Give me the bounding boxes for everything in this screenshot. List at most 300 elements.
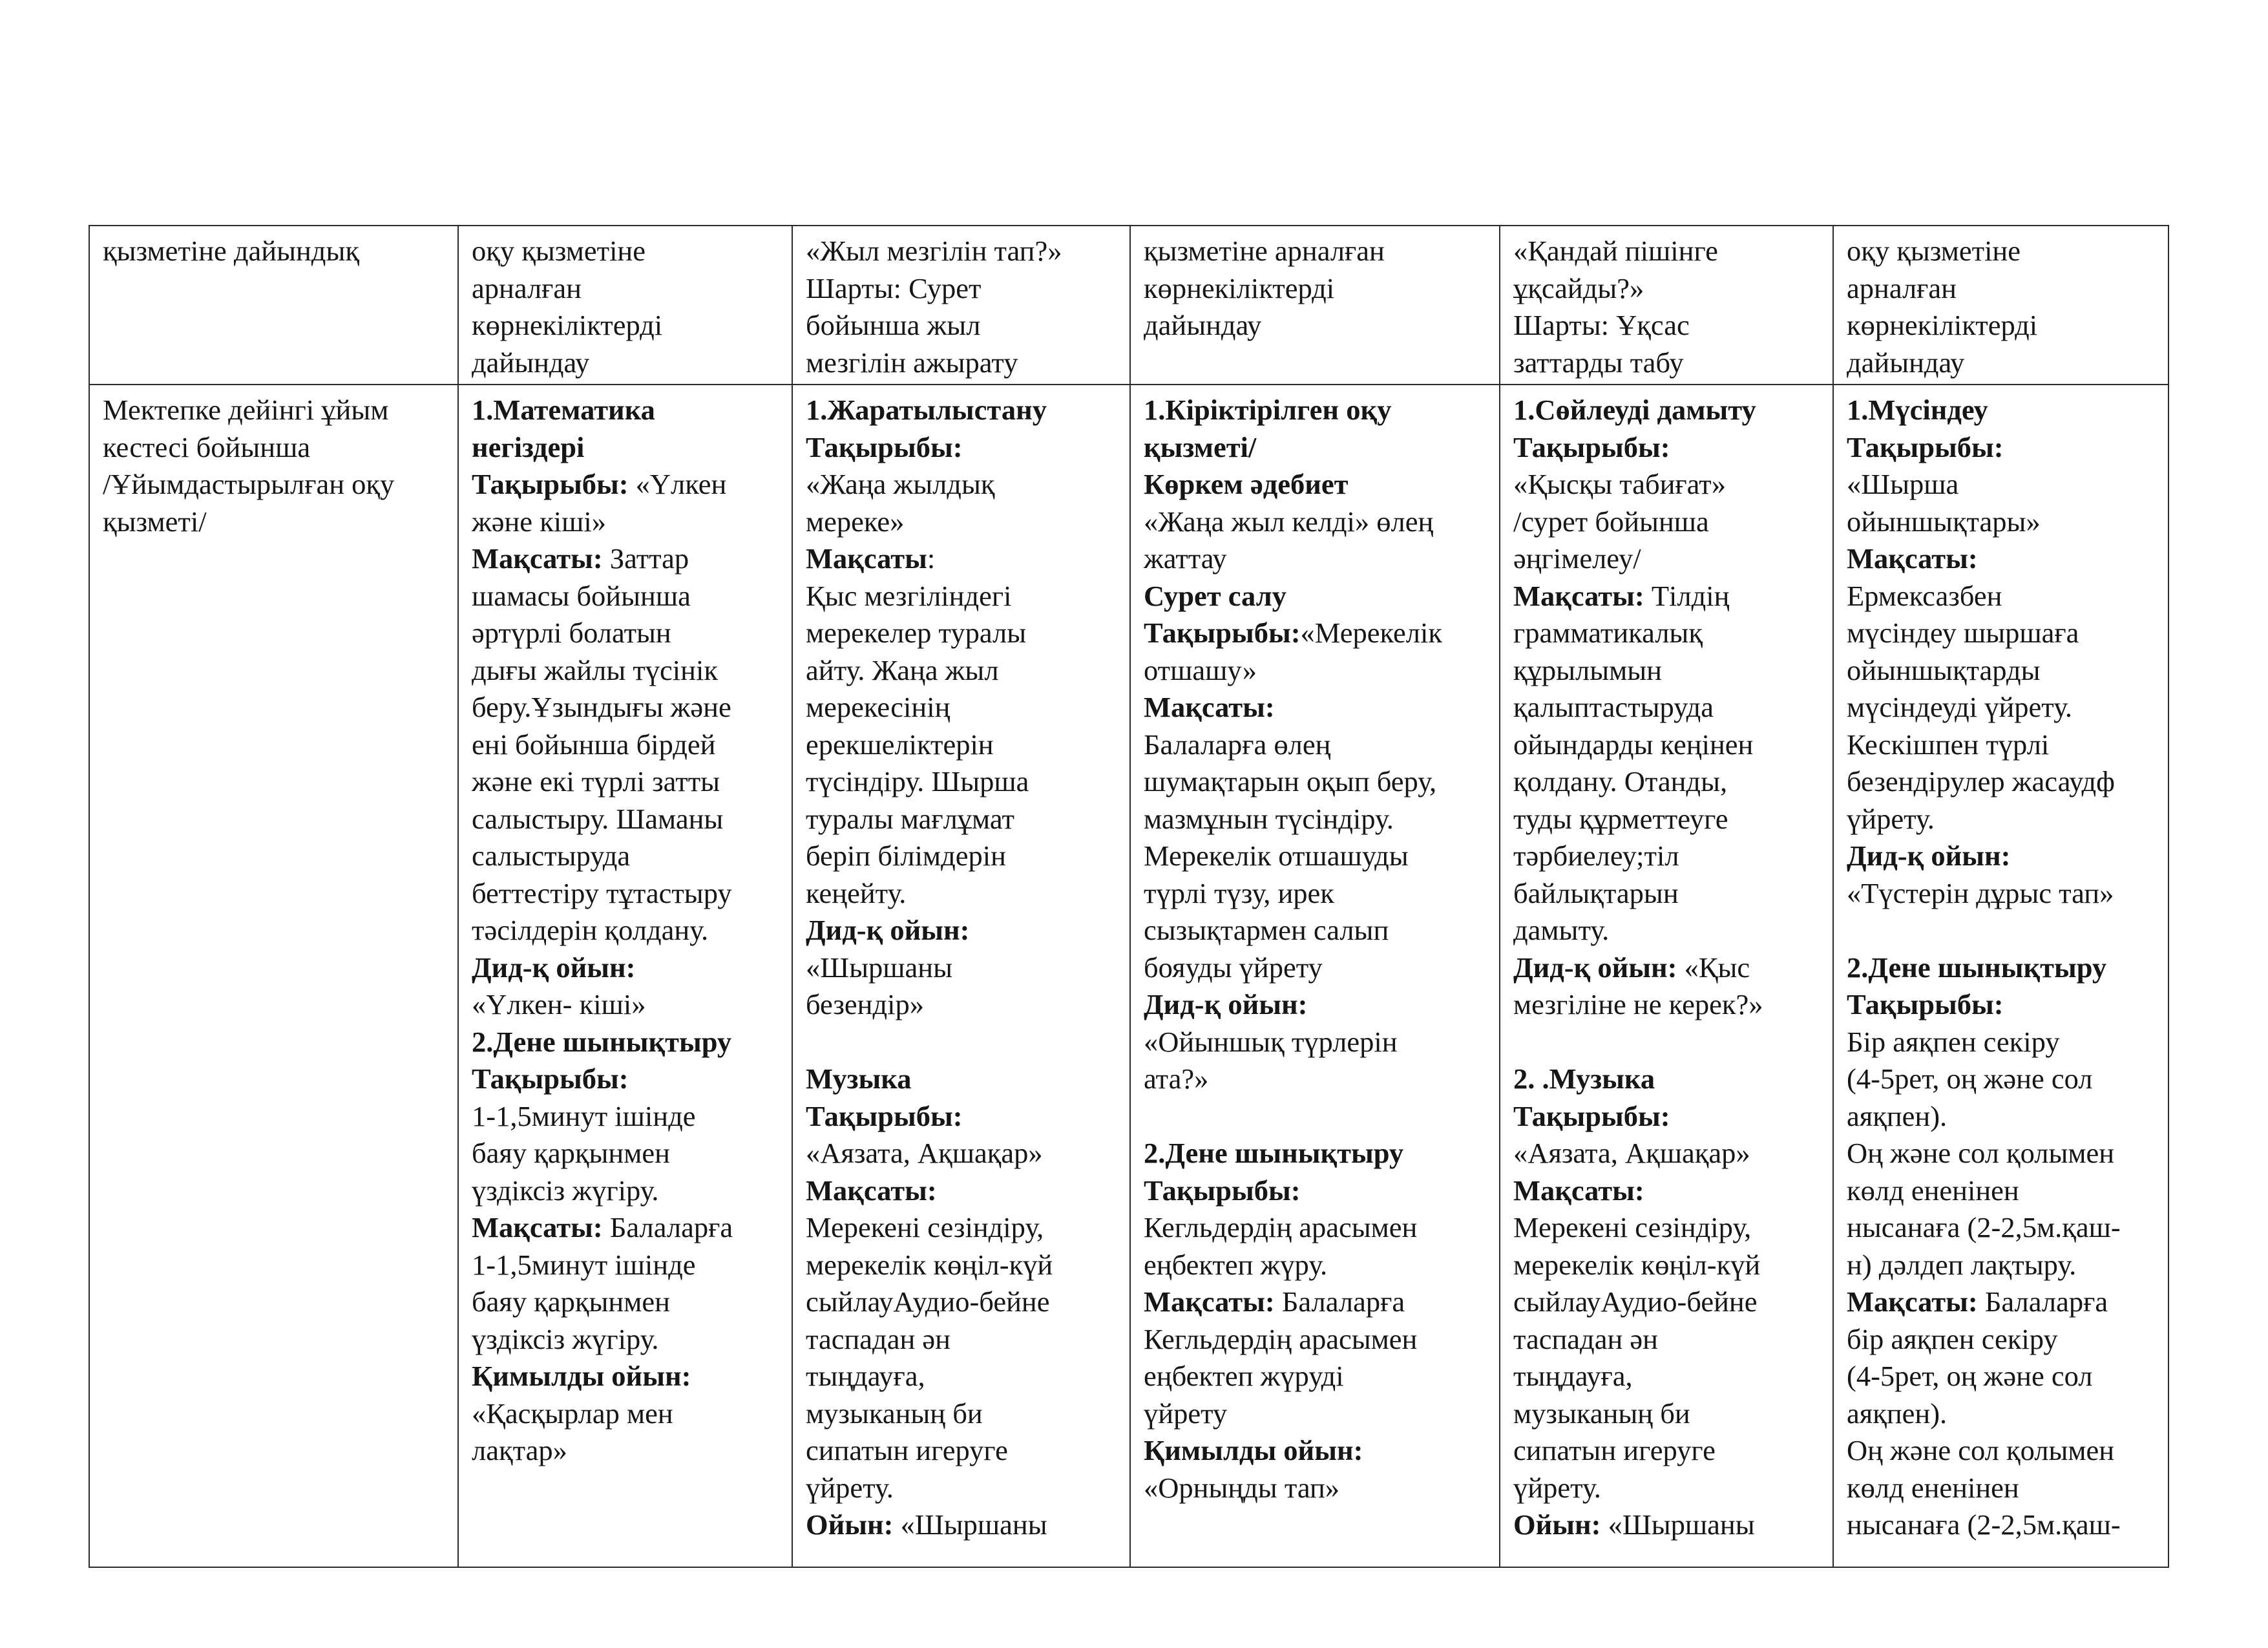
cell-line <box>1513 1470 1825 1507</box>
cell-line <box>103 503 450 541</box>
text: грамматикалық <box>1513 617 1703 649</box>
cell-top-day-3 <box>1130 226 1500 385</box>
text: бояуды үйрету <box>1144 951 1323 984</box>
cell-line <box>1513 875 1825 913</box>
text: Бір аяқпен секіру <box>1847 1025 2060 1058</box>
cell-top-day-2 <box>792 226 1130 385</box>
text: заттарды табу <box>1513 346 1684 379</box>
text: еңбектеп жүруді <box>1144 1360 1344 1392</box>
text: Оң және сол қолымен <box>1847 1434 2115 1466</box>
text: таспадан ән <box>1513 1322 1658 1355</box>
blank-line <box>1144 1098 1491 1136</box>
cell-line <box>806 726 1122 764</box>
cell-line <box>1513 1247 1825 1284</box>
text: /сурет бойынша <box>1513 505 1709 538</box>
cell-line <box>1144 1432 1491 1470</box>
text: көрнекіліктерді <box>1847 309 2038 341</box>
text: түсіндіру. Шырша <box>806 765 1029 798</box>
cell-line <box>472 763 784 801</box>
cell-line <box>1513 1321 1825 1358</box>
cell-line <box>472 578 784 615</box>
cell-line <box>1513 912 1825 949</box>
cell-line <box>472 689 784 726</box>
text: шамасы бойынша <box>472 579 691 612</box>
text: көрнекіліктерді <box>1144 271 1335 304</box>
cell-line <box>1847 307 2160 344</box>
text: мерекесінің <box>806 691 950 723</box>
cell-line <box>472 429 784 467</box>
cell-line <box>806 429 1122 467</box>
cell-line <box>1847 652 2160 690</box>
cell-line <box>1847 233 2160 270</box>
text: «Үлкен- кіші» <box>472 988 646 1020</box>
cell-line <box>1144 392 1491 429</box>
text: туралы мағлұмат <box>806 802 1014 835</box>
text: Оң және сол қолымен <box>1847 1137 2115 1169</box>
cell-line <box>1144 307 1491 344</box>
bold-label: Мақсаты: <box>1847 1285 1978 1318</box>
text: арналған <box>1847 271 1957 304</box>
cell-line <box>806 503 1122 541</box>
bold-label: Ойын: <box>1513 1508 1601 1541</box>
bold-label: Мақсаты: <box>1144 1285 1275 1318</box>
cell-line <box>1144 1024 1491 1061</box>
cell-line <box>1847 986 2160 1024</box>
text: қызметіне дайындық <box>103 235 359 267</box>
cell-line <box>1144 233 1491 270</box>
cell-line <box>806 949 1122 987</box>
text: баяу қарқынмен <box>472 1137 670 1169</box>
text: отшашу» <box>1144 653 1257 686</box>
text: «Жаңа жылдық <box>806 468 995 500</box>
text: Балаларға <box>1977 1285 2108 1318</box>
text: нысанаға (2-2,5м.қаш- <box>1847 1211 2121 1243</box>
bold-text: Тақырыбы: <box>1847 988 2004 1020</box>
bold-text: 1.Жаратылыстану <box>806 394 1047 426</box>
cell-line <box>472 392 784 429</box>
cell-line <box>806 838 1122 875</box>
bold-label: Мақсаты <box>806 542 927 575</box>
cell-line <box>1513 1135 1825 1172</box>
text: «Қасқырлар мен <box>472 1397 673 1430</box>
cell-main-day-4 <box>1500 385 1833 1567</box>
cell-line <box>1513 578 1825 615</box>
cell-line <box>472 233 784 270</box>
text: түрлі түзу, ирек <box>1144 876 1334 909</box>
cell-line <box>1144 875 1491 913</box>
text: және екі түрлі затты <box>472 765 720 798</box>
cell-line <box>472 1209 784 1247</box>
bold-text: Тақырыбы: <box>1513 430 1670 463</box>
cell-line <box>1144 615 1491 652</box>
text: және кіші» <box>472 505 607 538</box>
cell-main-day-2 <box>792 385 1130 1567</box>
text: Мерекелік отшашуды <box>1144 840 1409 872</box>
bold-text: Тақырыбы: <box>1847 430 2004 463</box>
cell-line <box>1847 1247 2160 1284</box>
text: дайындау <box>1144 309 1262 341</box>
bold-label: Тақырыбы: <box>472 468 629 500</box>
bold-label: Тақырыбы: <box>1144 617 1301 649</box>
bold-text: Тақырыбы: <box>806 430 963 463</box>
text: дығы жайлы түсінік <box>472 653 718 686</box>
bold-label: Мақсаты: <box>1513 579 1644 612</box>
cell-line <box>806 1470 1122 1507</box>
cell-line <box>472 1135 784 1172</box>
cell-line <box>1513 1061 1825 1098</box>
cell-line <box>472 1061 784 1098</box>
text: сыйлауАудио-бейне <box>806 1285 1050 1318</box>
cell-line <box>1144 1358 1491 1395</box>
text: ұқсайды?» <box>1513 271 1644 304</box>
text: ойыншықтары» <box>1847 505 2041 538</box>
cell-line <box>806 1432 1122 1470</box>
cell-line <box>1847 1098 2160 1136</box>
cell-line <box>472 949 784 987</box>
cell-line <box>806 466 1122 503</box>
text: үйрету. <box>806 1471 894 1504</box>
bold-text: Тақырыбы: <box>1144 1174 1301 1207</box>
cell-line <box>1513 689 1825 726</box>
bold-label: Мақсаты: <box>472 542 603 575</box>
cell-line <box>1513 429 1825 467</box>
cell-line <box>806 1061 1122 1098</box>
text: дайындау <box>472 346 590 379</box>
cell-top-day-1 <box>458 226 792 385</box>
cell-line <box>1513 1506 1825 1544</box>
cell-line <box>472 344 784 382</box>
bold-text: Қимылды ойын: <box>1144 1434 1363 1466</box>
text: дамыту. <box>1513 914 1610 946</box>
text: беттестіру тұтастыру <box>472 876 732 909</box>
cell-line <box>1513 307 1825 344</box>
text: музыканың би <box>806 1397 983 1430</box>
cell-line <box>472 540 784 578</box>
bold-text: қызметі/ <box>1144 430 1257 463</box>
bold-text: 1.Мүсіндеу <box>1847 394 1988 426</box>
cell-line <box>1513 1284 1825 1321</box>
text: мерекелік көңіл-күй <box>806 1248 1053 1281</box>
cell-line <box>1847 1358 2160 1395</box>
cell-line <box>472 912 784 949</box>
bold-text: Мақсаты: <box>1847 542 1978 575</box>
bold-label: Мақсаты: <box>472 1211 603 1243</box>
cell-line <box>1513 615 1825 652</box>
text: шумақтарын оқып беру, <box>1144 765 1437 798</box>
bold-text: Тақырыбы: <box>1513 1099 1670 1132</box>
cell-line <box>1144 466 1491 503</box>
bold-text: Дид-қ ойын: <box>1847 840 2011 872</box>
cell-line <box>1144 1209 1491 1247</box>
cell-line <box>1847 1061 2160 1098</box>
text: дайындау <box>1847 346 1965 379</box>
cell-line <box>1513 801 1825 838</box>
cell-line <box>1513 1358 1825 1395</box>
cell-line <box>806 1209 1122 1247</box>
cell-line <box>1847 578 2160 615</box>
text: баяу қарқынмен <box>472 1285 670 1318</box>
cell-line <box>1847 1321 2160 1358</box>
text: салыстыруда <box>472 840 631 872</box>
cell-line <box>1144 1172 1491 1210</box>
bold-text: Дид-қ ойын: <box>806 914 970 946</box>
table-row-preparation <box>89 226 2168 385</box>
text: «Шыршаны <box>893 1508 1047 1541</box>
cell-line <box>1144 652 1491 690</box>
cell-line <box>472 986 784 1024</box>
text: «Шыршаны <box>806 951 953 984</box>
text: көлд ененінен <box>1847 1471 2019 1504</box>
text: аяқпен). <box>1847 1099 1948 1132</box>
cell-line <box>1513 344 1825 382</box>
cell-line <box>806 801 1122 838</box>
cell-line <box>472 1024 784 1061</box>
text: тәрбиелеу;тіл <box>1513 840 1679 872</box>
bold-text: Дид-қ ойын: <box>472 951 636 984</box>
text: ені бойынша бірдей <box>472 728 716 761</box>
bold-text: Тақырыбы: <box>806 1099 963 1132</box>
text: мезгілін ажырату <box>806 346 1018 379</box>
cell-line <box>472 1321 784 1358</box>
cell-top-day-4 <box>1500 226 1833 385</box>
cell-line <box>1513 503 1825 541</box>
cell-line <box>806 344 1122 382</box>
text: бір аяқпен секіру <box>1847 1322 2058 1355</box>
text: «Жаңа жыл келді» өлең <box>1144 505 1434 538</box>
bold-text: Тақырыбы: <box>472 1062 629 1095</box>
cell-line <box>1144 1247 1491 1284</box>
text: мезгіліне не керек?» <box>1513 988 1763 1020</box>
cell-line <box>1144 578 1491 615</box>
text: кестесі бойынша <box>103 430 311 463</box>
cell-line <box>1144 270 1491 308</box>
cell-line <box>806 233 1122 270</box>
cell-line <box>1847 726 2160 764</box>
cell-line <box>1847 875 2160 913</box>
bold-text: Қимылды ойын: <box>472 1360 691 1392</box>
text: Ермексазбен <box>1847 579 2002 612</box>
text: Мерекені сезіндіру, <box>1513 1211 1752 1243</box>
cell-top-label <box>89 226 458 385</box>
text: Мерекені сезіндіру, <box>806 1211 1044 1243</box>
cell-line <box>1513 1395 1825 1433</box>
cell-line <box>1144 763 1491 801</box>
text: байлықтарын <box>1513 876 1679 909</box>
cell-line <box>1847 949 2160 987</box>
text: Балаларға <box>1274 1285 1405 1318</box>
text: сипатын игеруге <box>806 1434 1008 1466</box>
text: құрылымын <box>1513 653 1662 686</box>
text: «Аязата, Ақшақар» <box>1513 1137 1750 1169</box>
cell-line <box>1513 392 1825 429</box>
cell-line <box>472 726 784 764</box>
cell-line <box>806 307 1122 344</box>
text: Заттар <box>602 542 689 575</box>
text: мүсіндеуді үйрету. <box>1847 691 2073 723</box>
cell-line <box>1847 1395 2160 1433</box>
text: бойынша жыл <box>806 309 981 341</box>
cell-line <box>1513 1098 1825 1136</box>
cell-line <box>806 652 1122 690</box>
cell-line <box>806 1358 1122 1395</box>
cell-top-day-5 <box>1833 226 2168 385</box>
bold-label: Дид-қ ойын: <box>1513 951 1677 984</box>
text: тыңдауға, <box>806 1360 925 1392</box>
cell-line <box>806 578 1122 615</box>
text: 1-1,5минут ішінде <box>472 1099 696 1132</box>
text: нысанаға (2-2,5м.қаш- <box>1847 1508 2121 1541</box>
cell-line <box>103 429 450 467</box>
cell-line <box>806 912 1122 949</box>
blank-line <box>1847 912 2160 949</box>
bold-text: Сурет салу <box>1144 579 1286 612</box>
text: аяқпен). <box>1847 1397 1948 1430</box>
text: еңбектеп жүру. <box>1144 1248 1328 1281</box>
cell-line <box>1144 986 1491 1024</box>
text: (4-5рет, оң және сол <box>1847 1062 2093 1095</box>
table-row-organized-activity <box>89 385 2168 1567</box>
cell-line <box>1513 763 1825 801</box>
bold-text: 2.Дене шынықтыру <box>1847 951 2107 984</box>
cell-line <box>1513 1172 1825 1210</box>
cell-line <box>1144 1395 1491 1433</box>
cell-line <box>1847 503 2160 541</box>
cell-line <box>1847 838 2160 875</box>
cell-line <box>1144 912 1491 949</box>
cell-line <box>1513 270 1825 308</box>
cell-line <box>1144 1135 1491 1172</box>
cell-line <box>1513 652 1825 690</box>
cell-line <box>1144 689 1491 726</box>
cell-line <box>1847 344 2160 382</box>
cell-line <box>806 986 1122 1024</box>
bold-text: Музыка <box>806 1062 912 1095</box>
cell-line <box>1847 1135 2160 1172</box>
cell-line <box>1847 763 2160 801</box>
cell-line <box>1144 1061 1491 1098</box>
text: әңгімелеу/ <box>1513 542 1641 575</box>
cell-line <box>806 1321 1122 1358</box>
text: н) дәлдеп лақтыру. <box>1847 1248 2077 1281</box>
text: Мектепке дейінгі ұйым <box>103 394 389 426</box>
cell-line <box>1144 1321 1491 1358</box>
cell-line <box>1847 1284 2160 1321</box>
cell-line <box>1144 801 1491 838</box>
text: мерекелер туралы <box>806 617 1027 649</box>
cell-line <box>806 1506 1122 1544</box>
cell-line <box>806 875 1122 913</box>
text: «Шырша <box>1847 468 1959 500</box>
text: «Қыс <box>1677 951 1750 984</box>
cell-line <box>1847 540 2160 578</box>
text: ойыншықтарды <box>1847 653 2041 686</box>
cell-line <box>472 875 784 913</box>
bold-text: Дид-қ ойын: <box>1144 988 1308 1020</box>
bold-text: Көркем әдебиет <box>1144 468 1349 500</box>
cell-line <box>1847 1506 2160 1544</box>
bold-text: Мақсаты: <box>1144 691 1275 723</box>
cell-line <box>806 540 1122 578</box>
text: мүсіндеу шыршаға <box>1847 617 2079 649</box>
cell-line <box>806 1247 1122 1284</box>
text: айту. Жаңа жыл <box>806 653 999 686</box>
cell-main-label <box>89 385 458 1567</box>
text: сыйлауАудио-бейне <box>1513 1285 1758 1318</box>
text: жаттау <box>1144 542 1227 575</box>
cell-line <box>1144 429 1491 467</box>
cell-line <box>472 1098 784 1136</box>
cell-line <box>1144 1284 1491 1321</box>
cell-line <box>472 1247 784 1284</box>
text: музыканың би <box>1513 1397 1690 1430</box>
cell-line <box>806 1098 1122 1136</box>
text: үйрету. <box>1847 802 1935 835</box>
text: үздіксіз жүгіру. <box>472 1174 659 1207</box>
text: көлд ененінен <box>1847 1174 2019 1207</box>
text: сипатын игеруге <box>1513 1434 1716 1466</box>
text: беру.Ұзындығы және <box>472 691 731 723</box>
text: «Үлкен <box>628 468 727 500</box>
cell-line <box>1144 1470 1491 1507</box>
text: ата?» <box>1144 1062 1209 1095</box>
cell-line <box>1847 429 2160 467</box>
text: көрнекіліктерді <box>472 309 663 341</box>
text: Шарты: Сурет <box>806 271 982 304</box>
cell-line <box>103 466 450 503</box>
bold-text: 2.Дене шынықтыру <box>1144 1137 1404 1169</box>
text: мерекелік көңіл-күй <box>1513 1248 1761 1281</box>
cell-line <box>103 233 450 270</box>
text: таспадан ән <box>806 1322 950 1355</box>
text: лақтар» <box>472 1434 567 1466</box>
cell-line <box>1513 726 1825 764</box>
cell-line <box>1513 838 1825 875</box>
cell-line <box>1513 1432 1825 1470</box>
cell-line <box>1847 270 2160 308</box>
cell-main-day-3 <box>1130 385 1500 1567</box>
text: «Жыл мезгілін тап?» <box>806 235 1062 267</box>
cell-line <box>1144 838 1491 875</box>
cell-line <box>806 270 1122 308</box>
text: тыңдауға, <box>1513 1360 1633 1392</box>
cell-line <box>1847 1024 2160 1061</box>
cell-line <box>1144 726 1491 764</box>
text: үздіксіз жүгіру. <box>472 1322 659 1355</box>
text: мереке» <box>806 505 905 538</box>
blank-line <box>806 1024 1122 1061</box>
cell-line <box>472 1284 784 1321</box>
text: «Мерекелік <box>1300 617 1442 649</box>
text: Балаларға өлең <box>1144 728 1331 761</box>
text: кеңейту. <box>806 876 907 909</box>
cell-line <box>1513 986 1825 1024</box>
bold-text: Мақсаты: <box>806 1174 937 1207</box>
cell-line <box>806 1172 1122 1210</box>
text: ойындарды кеңінен <box>1513 728 1754 761</box>
cell-line <box>806 763 1122 801</box>
cell-line <box>472 270 784 308</box>
text: мазмұнын түсіндіру. <box>1144 802 1394 835</box>
cell-line <box>1513 540 1825 578</box>
blank-line <box>1513 1024 1825 1061</box>
cell-line <box>806 1395 1122 1433</box>
bold-text: 2. .Музыка <box>1513 1062 1655 1095</box>
text: Қыс мезгіліндегі <box>806 579 1012 612</box>
text: оқу қызметіне <box>1847 235 2021 267</box>
text: қызметіне арналған <box>1144 235 1385 267</box>
cell-line <box>806 392 1122 429</box>
cell-line <box>472 466 784 503</box>
